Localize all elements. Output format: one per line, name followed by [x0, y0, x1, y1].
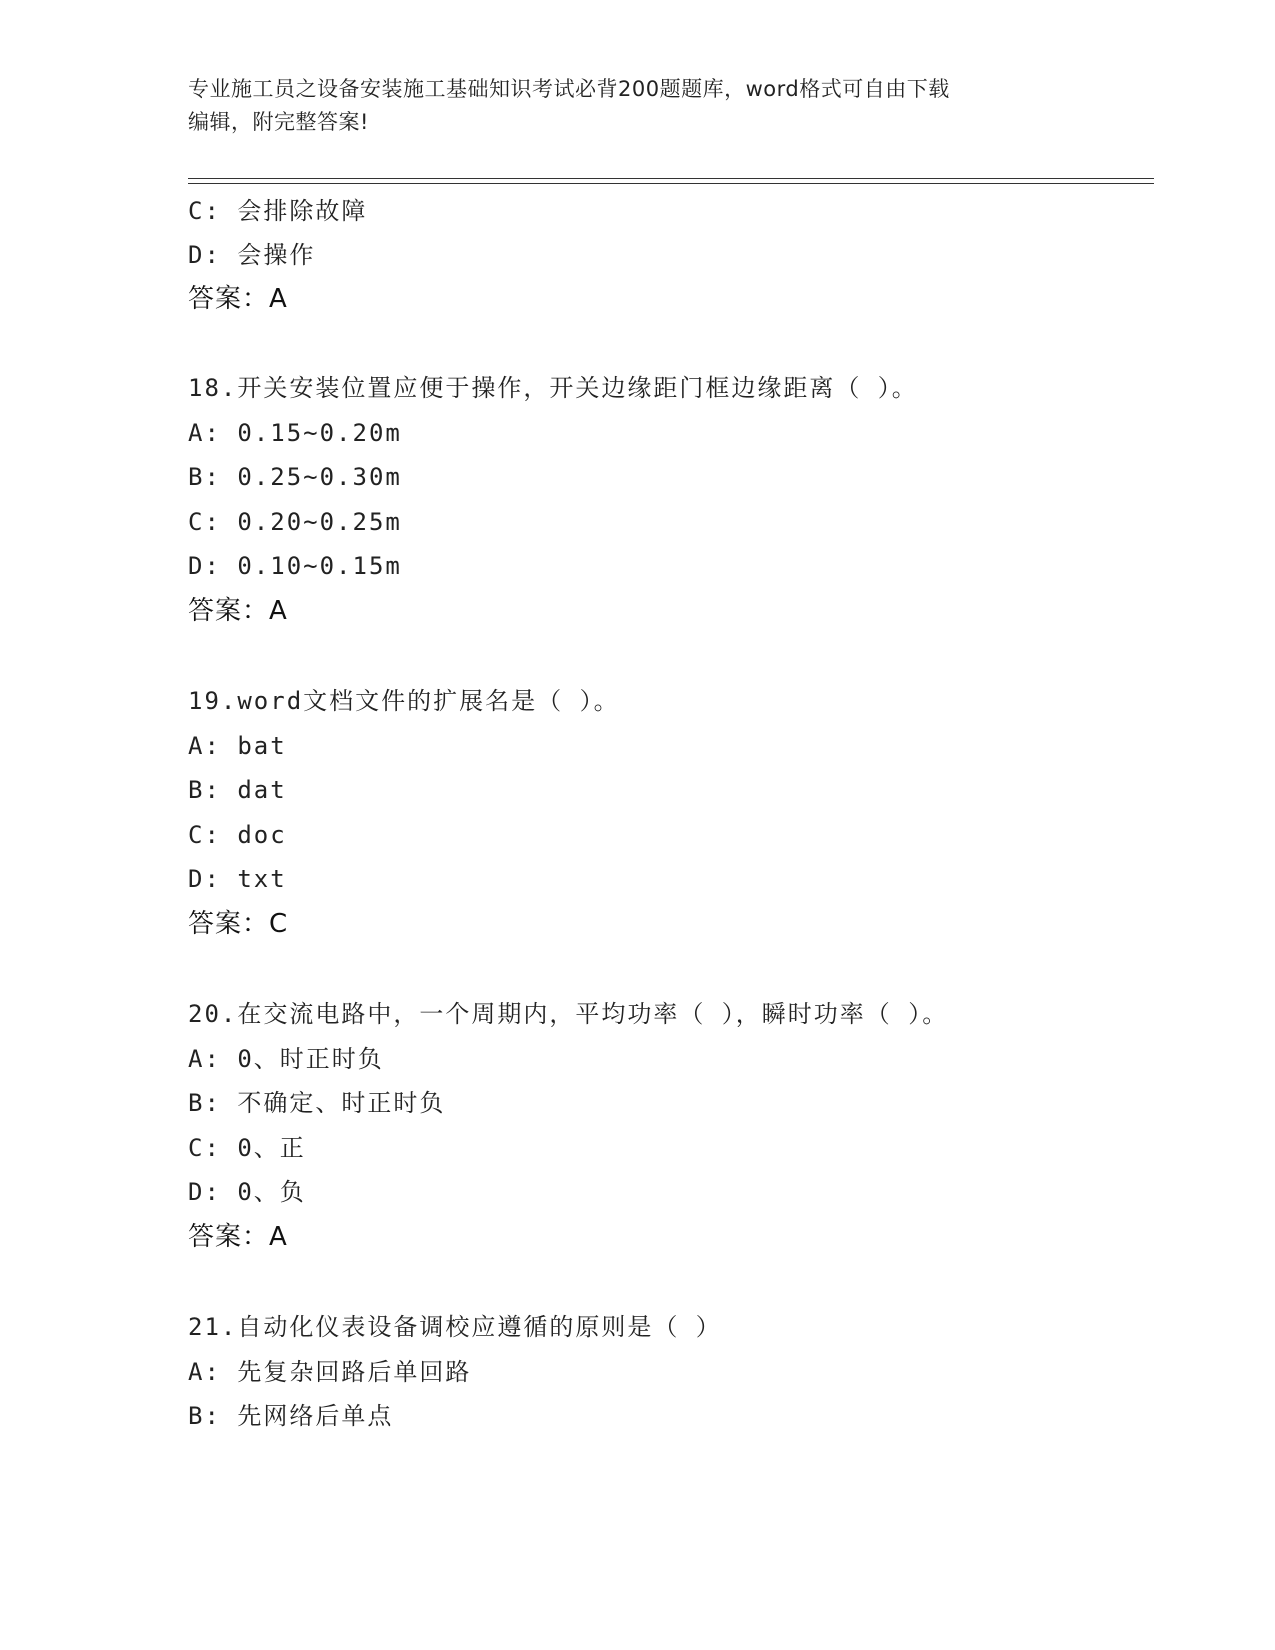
- q17-option-d: D: 会操作: [188, 241, 316, 269]
- q20-answer: 答案：A: [188, 1222, 288, 1252]
- q18-option-a: A: 0.15~0.20m: [188, 419, 402, 447]
- header-note-line-1: 专业施工员之设备安装施工基础知识考试必背200题题库，word格式可自由下载: [188, 77, 950, 101]
- q18-option-c: C: 0.20~0.25m: [188, 508, 402, 536]
- header-divider-bottom: [188, 183, 1154, 184]
- q19-option-d: D: txt: [188, 865, 287, 893]
- q20-stem: 20.在交流电路中，一个周期内，平均功率（ ），瞬时功率（ ）。: [188, 1000, 949, 1028]
- q17-option-c: C: 会排除故障: [188, 197, 368, 225]
- q20-option-c: C: 0、正: [188, 1134, 306, 1162]
- q17-answer: 答案：A: [188, 284, 288, 314]
- q20-option-a: A: 0、时正时负: [188, 1045, 384, 1073]
- header-note-line-2: 编辑，附完整答案!: [188, 110, 369, 134]
- q19-option-c: C: doc: [188, 821, 287, 849]
- q18-option-d: D: 0.10~0.15m: [188, 552, 402, 580]
- q20-option-d: D: 0、负: [188, 1178, 306, 1206]
- q19-option-a: A: bat: [188, 732, 287, 760]
- q19-answer: 答案：C: [188, 909, 289, 939]
- q19-option-b: B: dat: [188, 776, 287, 804]
- document-header-note: [188, 73, 1088, 139]
- header-divider-top: [188, 178, 1154, 179]
- q21-option-a: A: 先复杂回路后单回路: [188, 1358, 472, 1386]
- q20-option-b: B: 不确定、时正时负: [188, 1089, 446, 1117]
- q21-stem: 21.自动化仪表设备调校应遵循的原则是（ ）: [188, 1313, 722, 1341]
- q19-stem: 19.word文档文件的扩展名是（ ）。: [188, 687, 620, 715]
- q18-answer: 答案：A: [188, 596, 288, 626]
- q18-stem: 18.开关安装位置应便于操作，开关边缘距门框边缘距离（ ）。: [188, 374, 918, 402]
- q18-option-b: B: 0.25~0.30m: [188, 463, 402, 491]
- q21-option-b: B: 先网络后单点: [188, 1402, 394, 1430]
